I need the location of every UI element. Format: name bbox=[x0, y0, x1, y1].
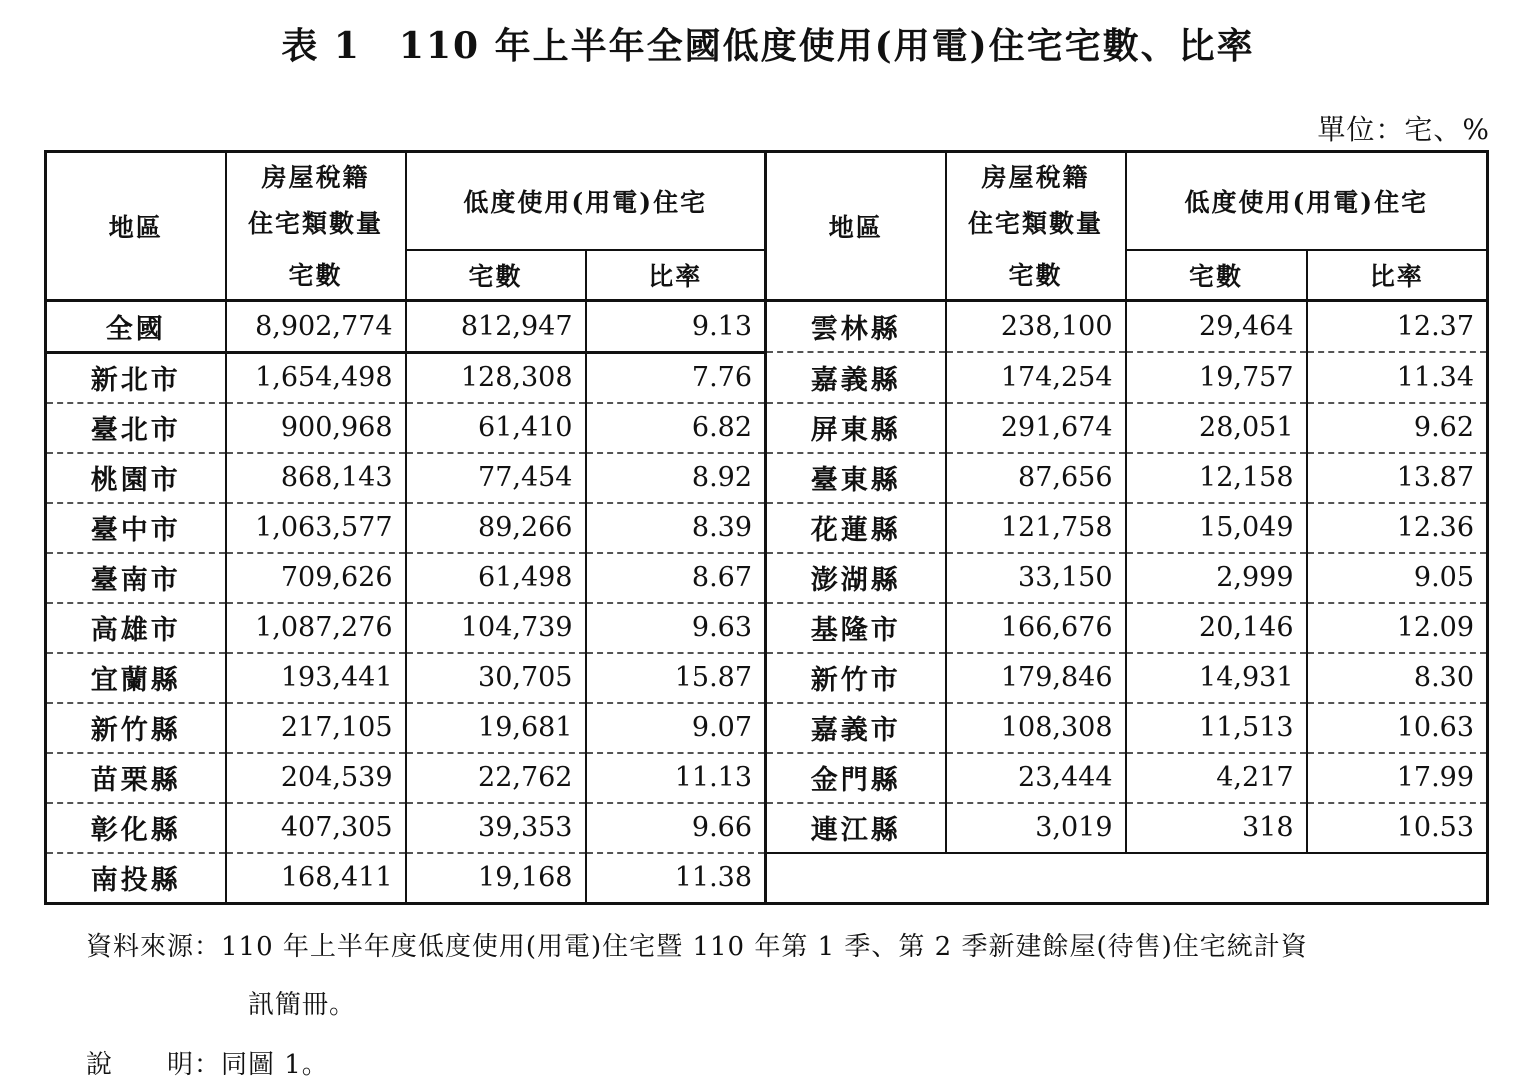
low-use-ratio: 8.39 bbox=[586, 503, 766, 553]
low-use-count: 28,051 bbox=[1126, 403, 1307, 453]
source-note: 資料來源：110 年上半年度低度使用(用電)住宅暨 110 年第 1 季、第 2 季新建餘屋(待售)住宅統計資 bbox=[86, 932, 1308, 962]
low-use-ratio: 9.13 bbox=[586, 300, 766, 352]
table-row bbox=[46, 603, 1488, 653]
header-units-left: 宅數 bbox=[406, 250, 586, 301]
low-use-count: 89,266 bbox=[406, 503, 586, 553]
low-use-ratio: 9.63 bbox=[586, 603, 766, 653]
housing-total: 174,254 bbox=[946, 352, 1126, 403]
low-use-count: 19,757 bbox=[1126, 352, 1307, 403]
low-use-count: 11,513 bbox=[1126, 703, 1307, 753]
housing-total: 1,087,276 bbox=[226, 603, 406, 653]
header-units-housing-left: 宅數 bbox=[226, 250, 406, 301]
low-use-ratio: 8.67 bbox=[586, 553, 766, 603]
region-name: 南投縣 bbox=[46, 853, 226, 904]
low-use-count: 61,410 bbox=[406, 403, 586, 453]
housing-total: 1,063,577 bbox=[226, 503, 406, 553]
region-name: 澎湖縣 bbox=[766, 553, 946, 603]
low-use-count: 128,308 bbox=[406, 352, 586, 403]
low-use-ratio: 11.13 bbox=[586, 753, 766, 803]
low-use-count: 12,158 bbox=[1126, 453, 1307, 503]
low-use-ratio: 15.87 bbox=[586, 653, 766, 703]
header-units-right: 宅數 bbox=[1126, 250, 1307, 301]
low-use-ratio: 13.87 bbox=[1307, 453, 1488, 503]
table-row bbox=[46, 753, 1488, 803]
low-use-count: 104,739 bbox=[406, 603, 586, 653]
low-use-ratio: 11.38 bbox=[586, 853, 766, 904]
housing-total: 204,539 bbox=[226, 753, 406, 803]
housing-total: 33,150 bbox=[946, 553, 1126, 603]
low-use-ratio: 10.53 bbox=[1307, 803, 1488, 853]
housing-total: 87,656 bbox=[946, 453, 1126, 503]
housing-total: 193,441 bbox=[226, 653, 406, 703]
housing-total: 23,444 bbox=[946, 753, 1126, 803]
header-housing-line2: 住宅類數量 bbox=[247, 209, 383, 239]
low-use-count bbox=[1126, 853, 1307, 904]
low-use-ratio: 8.92 bbox=[586, 453, 766, 503]
table-title: 表 1 110 年上半年全國低度使用(用電)住宅宅數、比率 bbox=[281, 25, 1255, 67]
region-name: 桃園市 bbox=[46, 453, 226, 503]
housing-total: 291,674 bbox=[946, 403, 1126, 453]
region-name: 新竹市 bbox=[766, 653, 946, 703]
low-use-count: 30,705 bbox=[406, 653, 586, 703]
region-name: 臺中市 bbox=[46, 503, 226, 553]
low-use-ratio: 7.76 bbox=[586, 352, 766, 403]
low-use-count: 29,464 bbox=[1126, 300, 1307, 352]
low-use-ratio: 8.30 bbox=[1307, 653, 1488, 703]
region-name bbox=[766, 853, 946, 904]
header-region-right: 地區 bbox=[766, 152, 946, 301]
region-name: 苗栗縣 bbox=[46, 753, 226, 803]
header-housing-line2: 住宅類數量 bbox=[968, 209, 1104, 239]
table-row bbox=[46, 352, 1488, 403]
source-note-continued: 訊簡冊。 bbox=[248, 990, 357, 1020]
low-use-count: 318 bbox=[1126, 803, 1307, 853]
region-name: 宜蘭縣 bbox=[46, 653, 226, 703]
low-use-count: 14,931 bbox=[1126, 653, 1307, 703]
housing-total: 868,143 bbox=[226, 453, 406, 503]
header-low-use-right: 低度使用(用電)住宅 bbox=[1126, 152, 1488, 250]
data-table bbox=[44, 150, 1489, 905]
low-use-ratio bbox=[1307, 853, 1488, 904]
header-ratio-left: 比率 bbox=[586, 250, 766, 301]
header-housing-line1: 房屋稅籍 bbox=[981, 163, 1090, 193]
header-housing-line1: 房屋稅籍 bbox=[261, 163, 370, 193]
housing-total: 1,654,498 bbox=[226, 352, 406, 403]
housing-total: 217,105 bbox=[226, 703, 406, 753]
region-name: 全國 bbox=[46, 300, 226, 352]
region-name: 臺東縣 bbox=[766, 453, 946, 503]
low-use-ratio: 6.82 bbox=[586, 403, 766, 453]
region-name: 臺南市 bbox=[46, 553, 226, 603]
region-name: 臺北市 bbox=[46, 403, 226, 453]
region-name: 花蓮縣 bbox=[766, 503, 946, 553]
housing-total: 166,676 bbox=[946, 603, 1126, 653]
low-use-ratio: 9.62 bbox=[1307, 403, 1488, 453]
low-use-count: 15,049 bbox=[1126, 503, 1307, 553]
region-name: 新竹縣 bbox=[46, 703, 226, 753]
header-housing-count-left bbox=[226, 152, 406, 250]
low-use-count: 39,353 bbox=[406, 803, 586, 853]
housing-total bbox=[946, 853, 1126, 904]
table-row bbox=[46, 653, 1488, 703]
header-ratio-right: 比率 bbox=[1307, 250, 1488, 301]
low-use-count: 19,681 bbox=[406, 703, 586, 753]
low-use-ratio: 12.09 bbox=[1307, 603, 1488, 653]
housing-total: 900,968 bbox=[226, 403, 406, 453]
region-name: 連江縣 bbox=[766, 803, 946, 853]
region-name: 彰化縣 bbox=[46, 803, 226, 853]
low-use-count: 2,999 bbox=[1126, 553, 1307, 603]
housing-total: 8,902,774 bbox=[226, 300, 406, 352]
region-name: 嘉義縣 bbox=[766, 352, 946, 403]
housing-total: 121,758 bbox=[946, 503, 1126, 553]
low-use-count: 20,146 bbox=[1126, 603, 1307, 653]
housing-total: 407,305 bbox=[226, 803, 406, 853]
housing-total: 168,411 bbox=[226, 853, 406, 904]
table-row bbox=[46, 553, 1488, 603]
housing-total: 179,846 bbox=[946, 653, 1126, 703]
region-name: 基隆市 bbox=[766, 603, 946, 653]
table-row bbox=[46, 853, 1488, 904]
housing-total: 709,626 bbox=[226, 553, 406, 603]
low-use-ratio: 9.07 bbox=[586, 703, 766, 753]
header-low-use-left: 低度使用(用電)住宅 bbox=[406, 152, 766, 250]
housing-total: 238,100 bbox=[946, 300, 1126, 352]
low-use-ratio: 9.05 bbox=[1307, 553, 1488, 603]
table-row bbox=[46, 503, 1488, 553]
table-row bbox=[46, 403, 1488, 453]
region-name: 金門縣 bbox=[766, 753, 946, 803]
header-housing-count-right bbox=[946, 152, 1126, 250]
description-note: 說 明：同圖 1。 bbox=[86, 1050, 329, 1080]
low-use-count: 77,454 bbox=[406, 453, 586, 503]
header-units-housing-right: 宅數 bbox=[946, 250, 1126, 301]
low-use-count: 812,947 bbox=[406, 300, 586, 352]
low-use-count: 19,168 bbox=[406, 853, 586, 904]
low-use-ratio: 12.36 bbox=[1307, 503, 1488, 553]
table-row bbox=[46, 300, 1488, 352]
low-use-ratio: 9.66 bbox=[586, 803, 766, 853]
table-row bbox=[46, 803, 1488, 853]
region-name: 雲林縣 bbox=[766, 300, 946, 352]
unit-label: 單位：宅、% bbox=[1317, 113, 1490, 146]
region-name: 高雄市 bbox=[46, 603, 226, 653]
region-name: 新北市 bbox=[46, 352, 226, 403]
low-use-count: 22,762 bbox=[406, 753, 586, 803]
low-use-ratio: 11.34 bbox=[1307, 352, 1488, 403]
table-row bbox=[46, 703, 1488, 753]
table-row bbox=[46, 453, 1488, 503]
region-name: 嘉義市 bbox=[766, 703, 946, 753]
region-name: 屏東縣 bbox=[766, 403, 946, 453]
housing-total: 3,019 bbox=[946, 803, 1126, 853]
low-use-ratio: 10.63 bbox=[1307, 703, 1488, 753]
low-use-count: 4,217 bbox=[1126, 753, 1307, 803]
low-use-ratio: 17.99 bbox=[1307, 753, 1488, 803]
header-region-left: 地區 bbox=[46, 152, 226, 301]
low-use-ratio: 12.37 bbox=[1307, 300, 1488, 352]
housing-total: 108,308 bbox=[946, 703, 1126, 753]
low-use-count: 61,498 bbox=[406, 553, 586, 603]
